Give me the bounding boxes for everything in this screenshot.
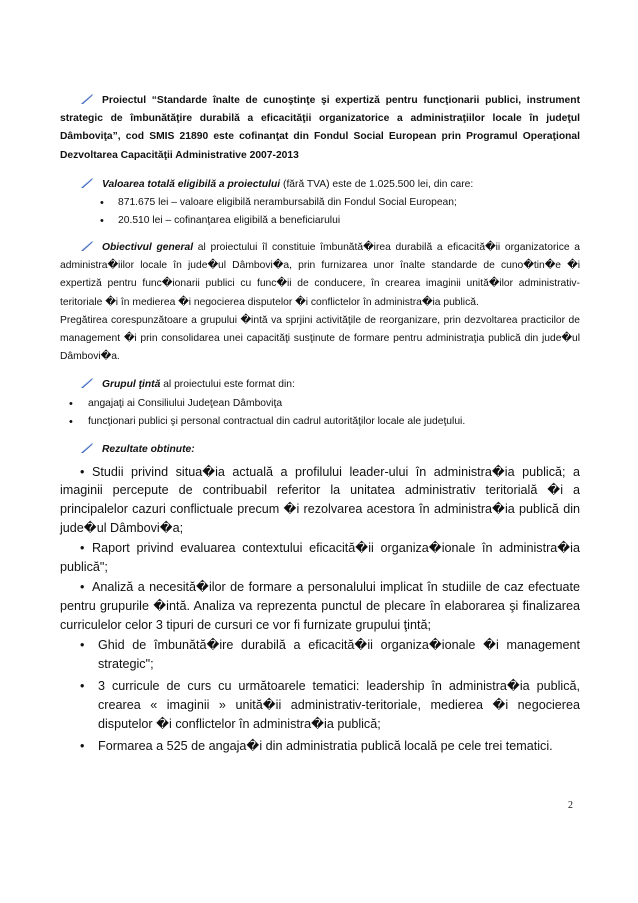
list-item: • angajaţi ai Consiliului Judeţean Dâmboviţa (60, 395, 580, 413)
rezultate-list (60, 636, 580, 756)
obiectiv-label: Obiectivul general (102, 242, 194, 254)
list-item: • Ghid de îmbunătă�ire durabilă a eficacită�ii organiza�ionale �i management strategic"; (60, 636, 580, 673)
rezultate-text-2: Raport privind evaluarea contextului eficacită�ii organiza�ionale în administra�ia publică"; (60, 541, 580, 574)
obiectiv-section (60, 239, 580, 366)
page-number: 2 (568, 800, 573, 811)
obiectiv-text: al proiectului îl constituie îmbunătă�irea durabilă a eficacită�ii organizatorice a administra�iilor locale în jude�ul Dâmbovi�a, prin furnizarea unor înalte standarde de cuno�tin�e �i expertiză pentru func�ionarii publici cu func�ii de conducere, în crearea imaginii unită�ilor administrativ-teritoriale �i în medierea �i negocierea disputelor �i conflictelor în administra�ia publică. (60, 242, 580, 308)
list-item: • 871.675 lei – valoare eligibilă nerambursabilă din Fondul Social European; (60, 194, 580, 212)
list-item: • Formarea a 525 de angaja�i din administratia publică locală pe cele trei tematici. (60, 737, 580, 756)
grup-section (60, 376, 580, 430)
grup-label: Grupul ţintă (102, 379, 161, 391)
feather-bullet-icon (80, 93, 94, 105)
rezultate-paragraph-3: • Analiză a necesită�ilor de formare a personalului implicat în studiile de caz efectuate pentru grupurile �intă. Analiza va reprezenta punctul de plecare în elaborarea şi finalizarea curriculelor celor 3 tipuri de cursuri ce vor fi furnizate grupului ţintă; (60, 580, 580, 632)
list-item: • funcţionari publici şi personal contractual din cadrul autorităţilor locale ale judeţului. (60, 413, 580, 431)
valoare-text: (fără TVA) este de 1.025.500 lei, din care: (280, 178, 474, 190)
rezultate-label: Rezultate obtinute: (102, 443, 195, 455)
grup-text: al proiectului este format din: (160, 379, 295, 391)
rezultate-paragraph-2: • Raport privind evaluarea contextului eficacită�ii organiza�ionale în administra�ia publică"; (60, 541, 580, 574)
rezultate-text-3: Analiză a necesită�ilor de formare a personalului implicat în studiile de caz efectuate pentru grupurile �intă. Analiza va reprezenta punctul de plecare în elaborarea şi finalizarea curriculelor celor 3 tipuri de cursuri ce vor fi furnizate grupului ţintă; (60, 580, 580, 632)
valoare-label: Valoarea totală eligibilă a proiectului (102, 178, 281, 190)
list-item: • 3 curricule de curs cu următoarele tematici: leadership în administra�ia publică, crearea « imaginii » unită�ii administrativ-teritoriale, medierea �i negocierea disputelor �i conflictelor în administra�ia publică; (60, 677, 580, 733)
feather-bullet-icon (80, 377, 94, 389)
intro-text: Proiectul “Standarde înalte de cunoştinţe şi expertiză pentru funcţionarii publici, instrument strategic de îmbunătăţire durabilă a eficacităţii organizatorice a administraţiilor locale în judeţul Dâmboviţa”, cod SMIS 21890 este cofinanţat din Fondul Social European prin Programul Operaţional Dezvoltarea Capacităţii Administrative 2007-2013 (60, 95, 580, 161)
valoare-section (60, 176, 580, 230)
obiectiv-text-2: Pregătirea corespunzătoare a grupului �intă va sprjini activităţile de reorganizare, prin dezvoltarea practicilor de management �i prin consolidarea unei capacităţi susţinute de formare pentru administraţia publică din jude�ul Dâmbovi�a. (60, 314, 580, 363)
rezultate-text-1: Studii privind situa�ia actuală a profilului leader-ului în administra�ia publică; a imaginii percepute de contribuabil referitor la unitatea administrativ teritorială �i a principalelor cazuri conflictuale precum �i rezolvarea acestora în administra�ia publică din jude�ul Dâmbovi�a; (60, 464, 580, 535)
list-item: • 20.510 lei – cofinanţarea eligibilă a beneficiarului (60, 212, 580, 230)
valoare-list (60, 194, 580, 230)
feather-bullet-icon (80, 177, 94, 189)
feather-bullet-icon (80, 240, 94, 252)
document-page (60, 92, 580, 756)
feather-bullet-icon (80, 442, 94, 454)
rezultate-section (60, 441, 580, 756)
intro-paragraph (60, 92, 580, 165)
grup-list (60, 395, 580, 431)
rezultate-paragraph-1: • Studii privind situa�ia actuală a profilului leader-ului în administra�ia publică; a imaginii percepute de contribuabil referitor la unitatea administrativ teritorială �i a principalelor cazuri conflictuale precum �i rezolvarea acestora în administra�ia publică din jude�ul Dâmbovi�a; (60, 464, 580, 535)
